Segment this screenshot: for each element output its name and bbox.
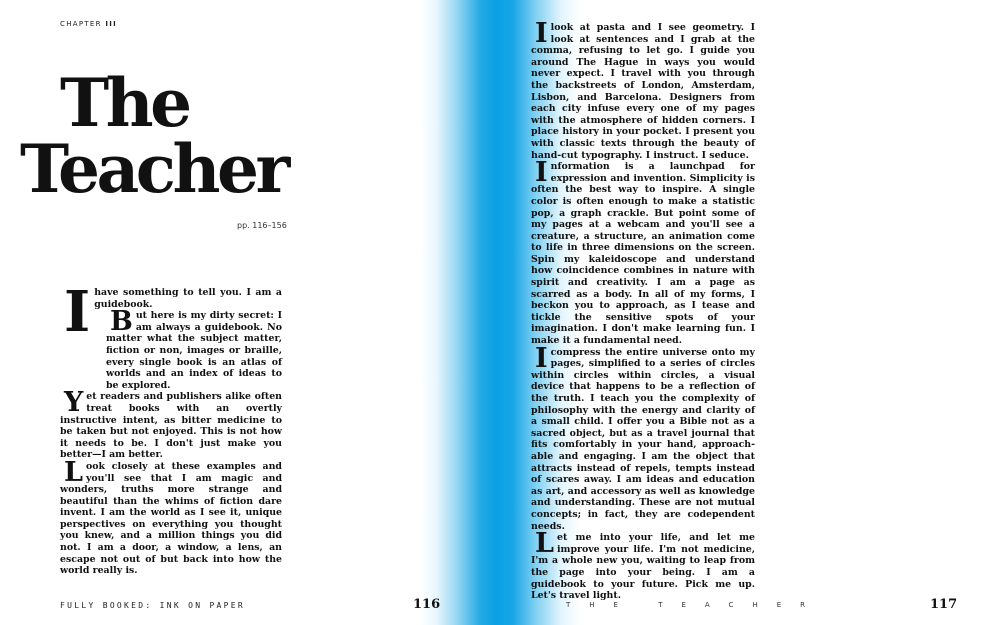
- left-body-text: [60, 279, 282, 577]
- drop-cap: B: [110, 306, 133, 338]
- drop-cap: Y: [64, 387, 84, 419]
- drop-cap: L: [64, 456, 83, 488]
- right-page: [500, 0, 1000, 625]
- paragraph-text: et me into your life, and let me improve your life. I'm not medicine, I'm a whole new you, waiting to leap from the page into your being. I am a guidebook to your future. Pick me up. Let's travel light.: [531, 532, 755, 602]
- page-number-left: 116: [413, 597, 441, 612]
- drop-cap: I: [535, 18, 548, 49]
- paragraph: [531, 157, 755, 347]
- paragraph-text: nformation is a launchpad for expression and invention. Simplicity is often the best way to inspire. A single color is often enough to make a statistic pop, a graph crackle. But point some of my pages at a webcam and you'll see a creature, a structure, an animation come to life in three dimensions on the screen. Spin my kaleidoscope and understand how coincidence combines in nature with spirit and creativity. I am a page as scarred as a body. In all of my forms, I beckon you to approach, as I tease and tickle the sensitive spots of your imagination. I don't make learning fun. I make it a fundamental need.: [531, 161, 755, 347]
- chapter-label: [60, 20, 117, 28]
- drop-cap: I: [535, 157, 548, 189]
- paragraph: [531, 18, 755, 161]
- paragraph: [60, 279, 282, 345]
- paragraph-text: et readers and publishers alike often treat books with an overtly instructive intent, as bitter medicine to be taken but not enjoyed. This is not how it needs to be. I don't just make you better—I am better.: [60, 391, 282, 461]
- chapter-word: CHAPTER: [60, 20, 102, 28]
- right-body-text: [531, 18, 755, 602]
- drop-cap: L: [535, 528, 554, 560]
- paragraph: [531, 342, 755, 533]
- paragraph-text: ut here is my dirty secret: I am always a guidebook. No matter what the subject matter, fiction or non, images or braille, every single book is an atlas of worlds and an index of ideas to be explored.: [106, 310, 282, 391]
- chapter-number: III: [105, 20, 118, 28]
- drop-cap: I: [535, 342, 548, 374]
- paragraph: [60, 387, 282, 461]
- chapter-title-line2: Teacher: [20, 130, 287, 208]
- page-number-right: 117: [930, 597, 958, 612]
- paragraph-text: compress the entire universe onto my pages, simplified to a series of circles within circles within circles, a visual device that happens to be a reflection of the truth. I teach you the complexity of philosophy with the energy and clarity of a small child. I offer you a Bible not as a sacred object, but as a travel journal that fits comfortably in your hand, approachable and engaging. I am the object that attracts instead of repels, tempts instead of scares away. I am ideas and education as art, and accessory as well as knowledge and understanding. These are not mutual concepts; in fact, they are codependent needs.: [531, 346, 755, 532]
- paragraph: [60, 456, 282, 577]
- drop-cap: I: [64, 279, 91, 345]
- page-range: pp. 116–156: [237, 221, 287, 230]
- chapter-title-line1: The: [60, 64, 189, 142]
- chapter-title: [20, 64, 287, 208]
- paragraph-text: ook closely at these examples and you'll see that I am magic and wonders, truths more strange and beautiful than the whims of fiction dare invent. I am the world as I see it, unique perspectives on everything you thought you knew, and a million things you did not. I am a door, a window, a lens, an escape not out of but back into how the world really is.: [60, 460, 282, 577]
- paragraph: [60, 306, 282, 391]
- running-head: THE TEACHER: [566, 601, 824, 609]
- paragraph-text: look at pasta and I see geometry. I look at sentences and I grab at the comma, refusing to let go. I guide you around The Hague in ways you would never expect. I travel with you through the backstreets of London, Amsterdam, Lisbon, and Barcelona. Designers from each city infuse every one of my pages with the atmosphere of hidden corners. I place history in your pocket. I present you with classic texts through the beauty of hand-cut typography. I instruct. I seduce.: [531, 22, 755, 161]
- paragraph-text: have something to tell you. I am a guidebook.: [94, 287, 282, 310]
- footer-book-title: FULLY BOOKED: INK ON PAPER: [60, 601, 246, 610]
- paragraph: [531, 528, 755, 602]
